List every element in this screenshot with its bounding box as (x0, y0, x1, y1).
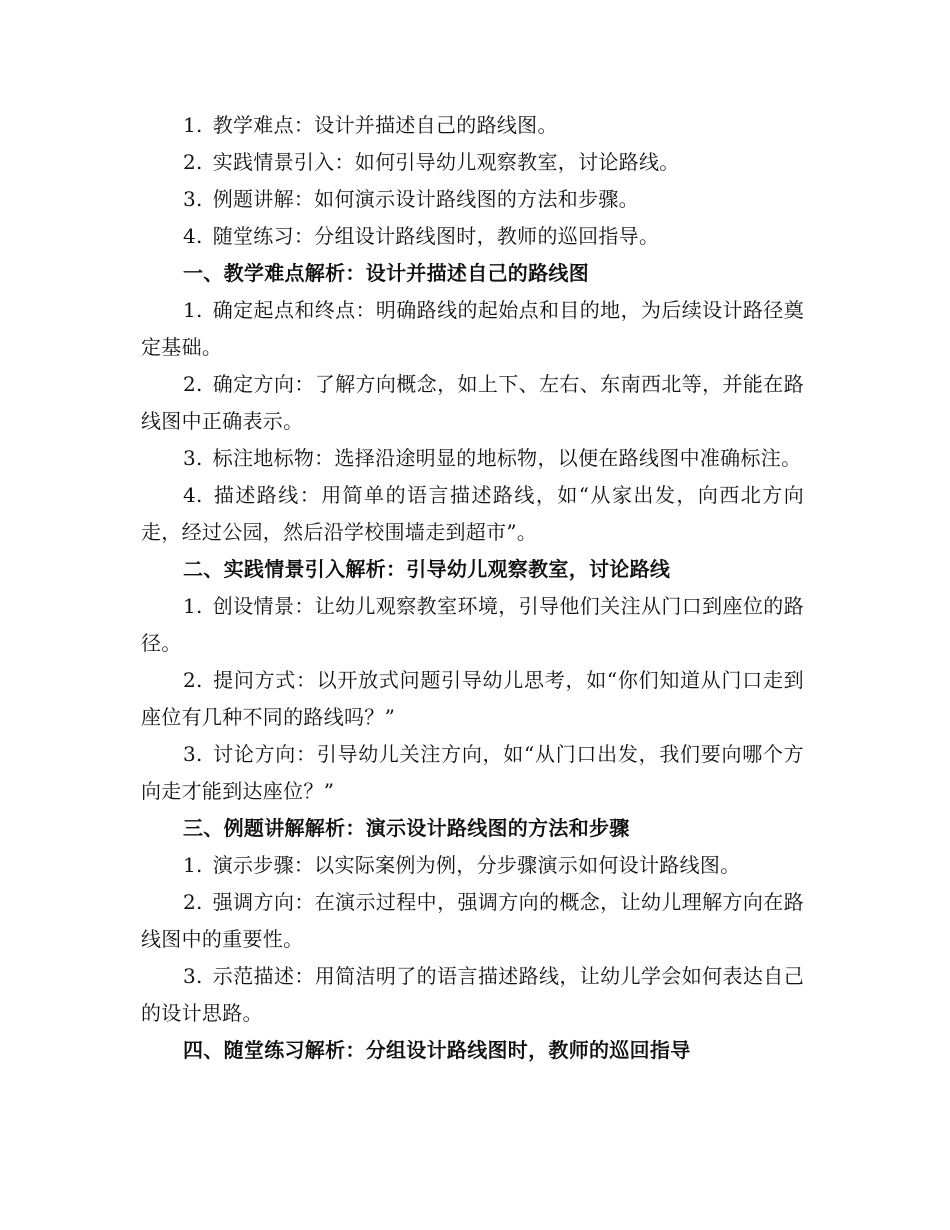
item-number: 1. (183, 853, 203, 877)
item-number: 2. (183, 890, 203, 914)
section-item (141, 366, 804, 440)
item-number: 3. (183, 964, 203, 988)
section-item (141, 662, 804, 736)
item-number: 4. (183, 224, 203, 248)
section-heading: 一、教学难点解析：设计并描述自己的路线图 (183, 261, 589, 285)
item-number: 2. (183, 668, 203, 692)
section-item (141, 292, 804, 366)
section-item (141, 440, 804, 477)
item-text: 确定方向：了解方向概念，如上下、左右、东南西北等，并能在路线图中正确表示。 (141, 372, 804, 433)
item-number: 4. (183, 483, 203, 507)
intro-item (141, 107, 804, 144)
document-page (141, 107, 804, 1069)
item-number: 2. (183, 372, 203, 396)
item-text: 教学难点：设计并描述自己的路线图。 (212, 113, 558, 137)
item-text: 实践情景引入：如何引导幼儿观察教室，讨论路线。 (212, 150, 680, 174)
item-number: 1. (183, 594, 203, 618)
section-item (141, 736, 804, 810)
section-heading: 三、例题讲解解析：演示设计路线图的方法和步骤 (183, 816, 630, 840)
section-item (141, 847, 804, 884)
item-text: 讨论方向：引导幼儿关注方向，如“从门口出发，我们要向哪个方向走才能到达座位？” (141, 742, 804, 803)
item-text: 例题讲解：如何演示设计路线图的方法和步骤。 (212, 187, 639, 211)
intro-item (141, 181, 804, 218)
section-heading: 二、实践情景引入解析：引导幼儿观察教室，讨论路线 (183, 557, 671, 581)
item-text: 提问方式：以开放式问题引导幼儿思考，如“你们知道从门口走到座位有几种不同的路线吗？” (141, 668, 804, 729)
section-item (141, 884, 804, 958)
item-number: 1. (183, 113, 203, 137)
intro-item (141, 144, 804, 181)
item-text: 描述路线：用简单的语言描述路线，如“从家出发，向西北方向走，经过公园，然后沿学校围墙走到超市”。 (141, 483, 804, 544)
item-text: 标注地标物：选择沿途明显的地标物，以便在路线图中准确标注。 (212, 446, 802, 470)
item-number: 1. (183, 298, 203, 322)
item-text: 确定起点和终点：明确路线的起始点和目的地，为后续设计路径奠定基础。 (141, 298, 804, 359)
item-number: 3. (183, 742, 203, 766)
item-text: 示范描述：用简洁明了的语言描述路线，让幼儿学会如何表达自己的设计思路。 (141, 964, 804, 1025)
item-text: 创设情景：让幼儿观察教室环境，引导他们关注从门口到座位的路径。 (141, 594, 804, 655)
item-number: 3. (183, 187, 203, 211)
item-number: 2. (183, 150, 203, 174)
section-item (141, 588, 804, 662)
section-heading: 四、随堂练习解析：分组设计路线图时，教师的巡回指导 (183, 1038, 691, 1062)
section-item (141, 477, 804, 551)
item-text: 演示步骤：以实际案例为例，分步骤演示如何设计路线图。 (212, 853, 741, 877)
item-number: 3. (183, 446, 203, 470)
item-text: 强调方向：在演示过程中，强调方向的概念，让幼儿理解方向在路线图中的重要性。 (141, 890, 804, 951)
section-item (141, 958, 804, 1032)
item-text: 随堂练习：分组设计路线图时，教师的巡回指导。 (212, 224, 660, 248)
intro-item (141, 218, 804, 255)
